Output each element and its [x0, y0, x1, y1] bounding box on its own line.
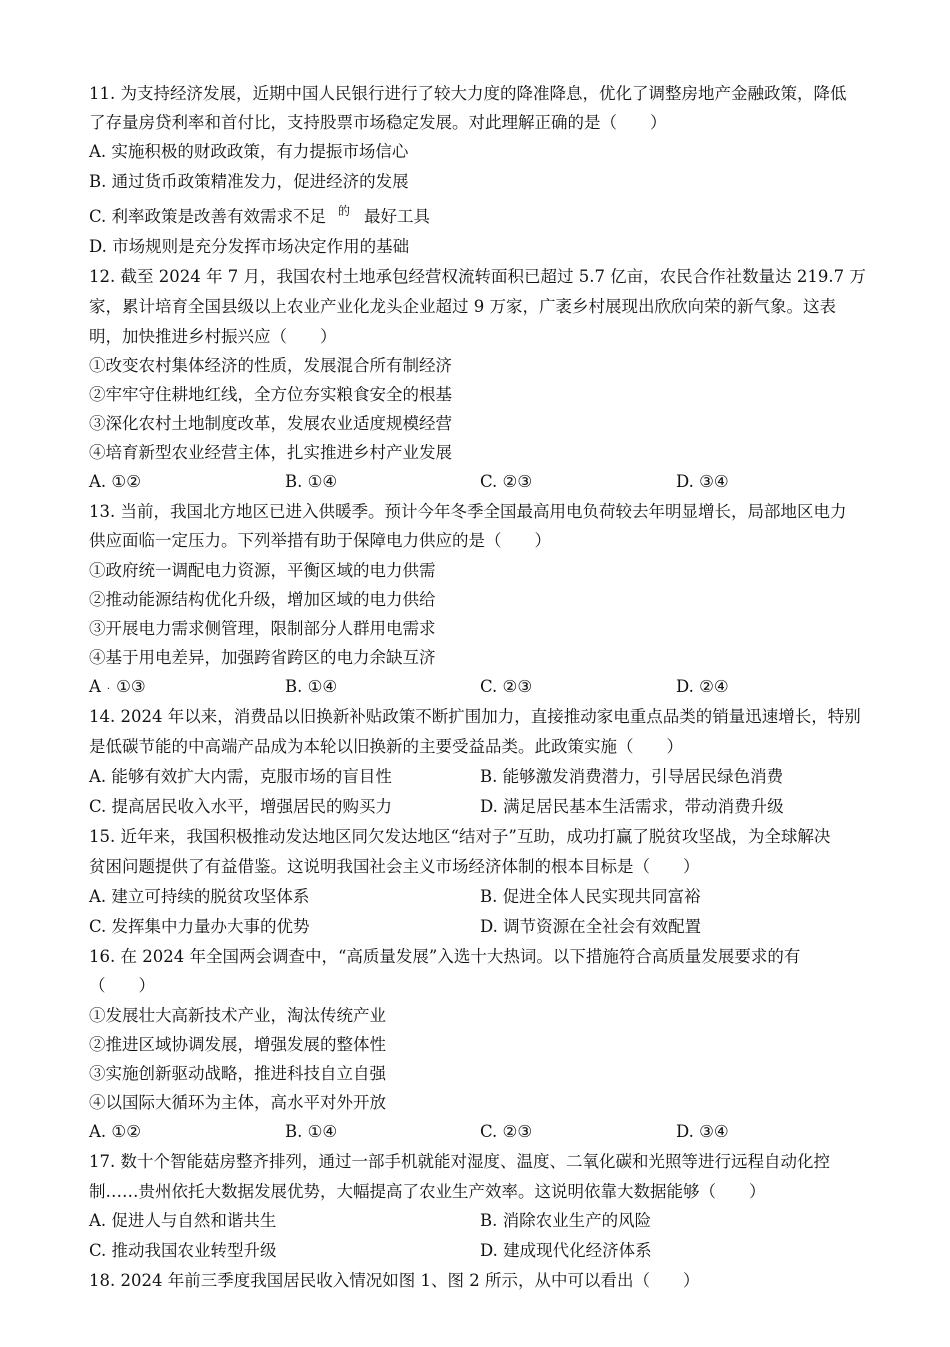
q12-statement-1: ①改变农村集体经济的性质，发展混合所有制经济 — [89, 356, 452, 375]
q16-statement-4: ④以国际大循环为主体，高水平对外开放 — [89, 1093, 386, 1112]
q11-option-c-pre: C. 利率政策是改善有效需求不足 — [89, 207, 327, 226]
q11-option-c-post: 最好工具 — [364, 207, 431, 226]
q11-stem-cont: 了存量房贷利率和首付比，支持股票市场稳定发展。对此理解正确的是（ ） — [89, 113, 667, 132]
q12-option-c: C. ②③ — [480, 472, 533, 491]
q13-statement-3: ③开展电力需求侧管理，限制部分人群用电需求 — [89, 619, 436, 638]
q17-option-d: D. 建成现代化经济体系 — [480, 1241, 652, 1260]
q13-stem: 13. 当前，我国北方地区已进入供暖季。预计今年冬季全国最高用电负荷较去年明显增长，局部地区电力 — [89, 502, 847, 521]
q11-option-b: B. 通过货币政策精准发力，促进经济的发展 — [89, 172, 409, 191]
q16-option-a: A. ①② — [89, 1122, 141, 1141]
q12-option-d: D. ③④ — [676, 472, 729, 491]
q16-statement-1: ①发展壮大高新技术产业，淘汰传统产业 — [89, 1006, 386, 1025]
q16-stem: 16. 在 2024 年全国两会调查中，“高质量发展”入选十大热词。以下措施符合高质量发展要求的有 — [89, 947, 801, 966]
q13-option-a-value: ①③ — [116, 677, 146, 696]
q12-option-b: B. ①④ — [285, 472, 338, 491]
q12-stem: 12. 截至 2024 年 7 月，我国农村土地承包经营权流转面积已超过 5.7 亿亩，农民合作社数量达 219.7 万 — [89, 267, 866, 286]
q17-option-a: A. 促进人与自然和谐共生 — [89, 1211, 277, 1230]
q12-option-a: A. ①② — [89, 472, 141, 491]
q12-stem-cont2: 明，加快推进乡村振兴应（ ） — [89, 327, 337, 346]
q17-option-c: C. 推动我国农业转型升级 — [89, 1241, 277, 1260]
q12-statement-4: ④培育新型农业经营主体，扎实推进乡村产业发展 — [89, 443, 452, 462]
q17-stem-cont: 制……贵州依托大数据发展优势，大幅提高了农业生产效率。这说明依靠大数据能够（ ） — [89, 1182, 766, 1201]
q16-statement-2: ②推进区域协调发展，增强发展的整体性 — [89, 1035, 386, 1054]
q11-option-d: D. 市场规则是充分发挥市场决定作用的基础 — [89, 237, 410, 256]
q13-option-c: C. ②③ — [480, 677, 533, 696]
q13-statement-1: ①政府统一调配电力资源，平衡区域的电力供需 — [89, 561, 436, 580]
q14-option-b: B. 能够激发消费潜力，引导居民绿色消费 — [480, 767, 784, 786]
q14-option-c: C. 提高居民收入水平，增强居民的购买力 — [89, 797, 393, 816]
q13-statement-4: ④基于用电差异，加强跨省跨区的电力余缺互济 — [89, 648, 436, 667]
q18-stem: 18. 2024 年前三季度我国居民收入情况如图 1、图 2 所示，从中可以看出（ ） — [89, 1271, 700, 1290]
q13-option-a — [89, 676, 146, 701]
q14-option-a: A. 能够有效扩大内需，克服市场的盲目性 — [89, 767, 392, 786]
q12-stem-cont: 家，累计培育全国县级以上农业产业化龙头企业超过 9 万家，广袤乡村展现出欣欣向荣的新气象。这表 — [89, 297, 836, 316]
q16-option-c: C. ②③ — [480, 1122, 533, 1141]
q13-option-b: B. ①④ — [285, 677, 338, 696]
q16-option-b: B. ①④ — [285, 1122, 338, 1141]
q13-option-d: D. ②④ — [676, 677, 729, 696]
q13-option-a-dot: · — [106, 684, 111, 695]
q17-stem: 17. 数十个智能菇房整齐排列，通过一部手机就能对湿度、温度、二氧化碳和光照等进行远程自动化控 — [89, 1152, 830, 1171]
q15-stem-cont: 贫困问题提供了有益借鉴。这说明我国社会主义市场经济体制的根本目标是（ ） — [89, 857, 700, 876]
q15-stem: 15. 近年来，我国积极推动发达地区同欠发达地区“结对子”互助，成功打赢了脱贫攻坚战，为全球解决 — [89, 827, 831, 846]
q14-stem: 14. 2024 年以来，消费品以旧换新补贴政策不断扩围加力，直接推动家电重点品类的销量迅速增长，特别 — [89, 707, 861, 726]
q11-option-c-de: 的 — [338, 204, 351, 218]
q15-option-d: D. 调节资源在全社会有效配置 — [480, 917, 702, 936]
q11-option-c — [89, 206, 430, 229]
q16-statement-3: ③实施创新驱动战略，推进科技自立自强 — [89, 1064, 386, 1083]
q14-stem-cont: 是低碳节能的中高端产品成为本轮以旧换新的主要受益品类。此政策实施（ ） — [89, 737, 683, 756]
q12-statement-3: ③深化农村土地制度改革，发展农业适度规模经营 — [89, 414, 452, 433]
q13-statement-2: ②推动能源结构优化升级，增加区域的电力供给 — [89, 590, 436, 609]
q14-option-d: D. 满足居民基本生活需求，带动消费升级 — [480, 797, 784, 816]
q16-stem-cont: （ ） — [89, 976, 155, 995]
q15-option-a: A. 建立可持续的脱贫攻坚体系 — [89, 887, 310, 906]
q11-stem: 11. 为支持经济发展，近期中国人民银行进行了较大力度的降准降息，优化了调整房地产金融政策，降低 — [89, 84, 847, 103]
q16-option-d: D. ③④ — [676, 1122, 729, 1141]
q13-stem-cont: 供应面临一定压力。下列举措有助于保障电力供应的是（ ） — [89, 531, 551, 550]
q15-option-c: C. 发挥集中力量办大事的优势 — [89, 917, 310, 936]
q17-option-b: B. 消除农业生产的风险 — [480, 1211, 652, 1230]
q12-statement-2: ②牢牢守住耕地红线，全方位夯实粮食安全的根基 — [89, 385, 452, 404]
q15-option-b: B. 促进全体人民实现共同富裕 — [480, 887, 701, 906]
q11-option-a: A. 实施积极的财政政策，有力提振市场信心 — [89, 142, 409, 161]
q13-option-a-letter: A — [89, 677, 101, 696]
